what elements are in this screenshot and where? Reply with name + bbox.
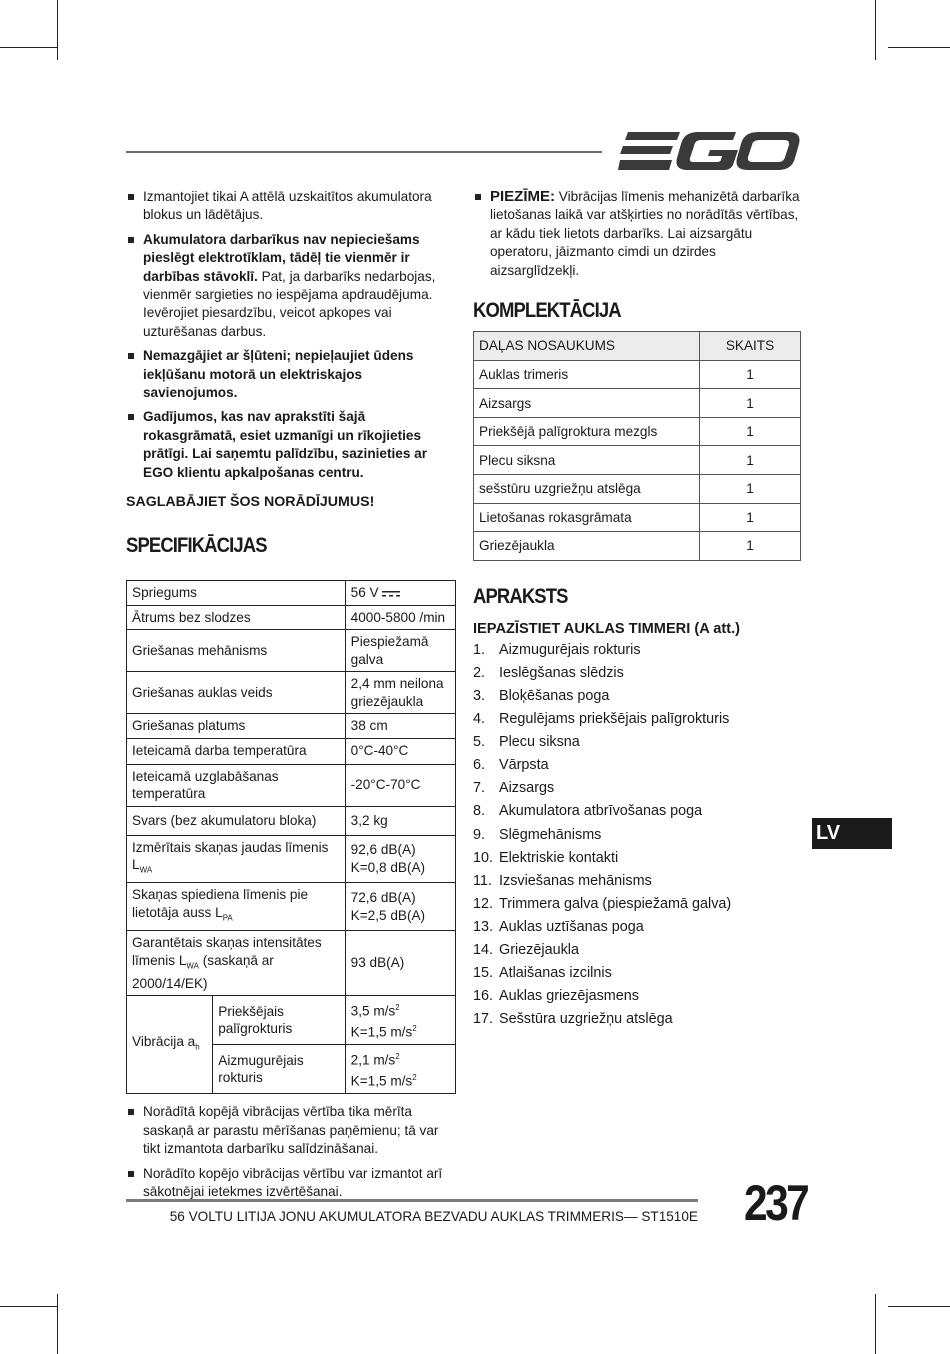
spec-label: Skaņas spiediena līmenis pie lietotāja auss $L_{PA}$ bbox=[127, 883, 346, 931]
crop-mark bbox=[57, 0, 58, 60]
spec-label: Griešanas mehānisms bbox=[127, 630, 346, 672]
spec-value: 56 V bbox=[345, 581, 455, 606]
part-qty: 1 bbox=[700, 446, 801, 475]
list-item bbox=[126, 347, 456, 402]
table-row bbox=[474, 389, 801, 418]
part-name: Auklas trimeris bbox=[474, 360, 700, 389]
table-header-row bbox=[474, 332, 801, 361]
part-qty: 1 bbox=[700, 389, 801, 418]
spec-value: 4000-5800 /min bbox=[345, 605, 455, 630]
spec-label: Ieteicamā darba temperatūra bbox=[127, 738, 346, 764]
column-header: SKAITS bbox=[700, 332, 801, 361]
spec-label: Svars (bez akumulatoru bloka) bbox=[127, 806, 346, 835]
spec-label: Spriegums bbox=[127, 581, 346, 606]
table-row bbox=[127, 931, 456, 996]
spec-value: Piespiežamā galva bbox=[345, 630, 455, 672]
list-item: 13. Auklas uztīšanas poga bbox=[473, 918, 644, 935]
list-item: 11. Izsviešanas mehānisms bbox=[473, 872, 652, 889]
spec-value: 93 dB(A) bbox=[345, 931, 455, 996]
spec-value: 2,1 $m/s^2$ K=1,5 $m/s^2$ bbox=[345, 1045, 455, 1094]
list-item: 14. Griezējaukla bbox=[473, 942, 579, 958]
list-item: 8. Akumulatora atbrīvošanas poga bbox=[473, 803, 703, 820]
spec-sublabel: Priekšējais palīgrokturis bbox=[213, 996, 345, 1045]
footer-title: 56 VOLTU LITIJA JONU AKUMULATORA BEZVADU AUKLAS TRIMMERIS— ST1510E bbox=[169, 1209, 698, 1224]
part-qty: 1 bbox=[700, 417, 801, 446]
table-row bbox=[127, 996, 456, 1045]
crop-mark bbox=[888, 47, 950, 48]
spec-label: Ātrums bez slodzes bbox=[127, 605, 346, 630]
vibration-notes bbox=[126, 1103, 456, 1201]
list-item: 4. Regulējams priekšējais palīgrokturis bbox=[473, 711, 730, 728]
column-header: DAĻAS NOSAUKUMS bbox=[474, 332, 700, 361]
list-item: 1. Aizmugurējais rokturis bbox=[473, 641, 641, 658]
crop-mark bbox=[875, 0, 876, 60]
note-text: Vibrācijas līmenis mehanizētā darbarīka lietošanas laikā var atšķirties no norādītās vērtības, ar kādu tiek lietots darbarīks. Lai aizsargātu operatoru, jāizmanto cimdi un dzirdes aizsarglīdzekļi. bbox=[490, 189, 800, 278]
table-row bbox=[127, 883, 456, 931]
part-name: Aizsargs bbox=[474, 389, 700, 418]
description-subheading: IEPAZĪSTIET AUKLAS TIMMERI (A att.) bbox=[473, 620, 740, 637]
bullet-text: Izmantojiet tikai A attēlā uzskaitītos akumulatora blokus un lādētājus. bbox=[143, 189, 432, 223]
list-item bbox=[126, 408, 456, 482]
spec-value: 0°C-40°C bbox=[345, 738, 455, 764]
list-item: 15. Atlaišanas izcilnis bbox=[473, 965, 612, 982]
spec-value: -20°C-70°C bbox=[345, 764, 455, 806]
spec-value: 38 cm bbox=[345, 714, 455, 739]
crop-mark bbox=[57, 1294, 58, 1354]
table-row bbox=[474, 446, 801, 475]
list-item bbox=[473, 188, 801, 280]
spec-label: Griešanas platums bbox=[127, 714, 346, 739]
list-item: 9. Slēgmehānisms bbox=[473, 826, 602, 843]
table-row bbox=[127, 630, 456, 672]
part-name: Plecu siksna bbox=[474, 446, 700, 475]
ego-logo bbox=[618, 130, 800, 172]
crop-mark bbox=[875, 1294, 876, 1354]
kit-table bbox=[473, 331, 801, 561]
spec-value: 92,6 dB(A) K=0,8 dB(A) bbox=[345, 835, 455, 883]
specifications-heading: SPECIFIKĀCIJAS bbox=[126, 534, 267, 558]
list-item bbox=[126, 188, 456, 225]
spec-label: Ieteicamā uzglabāšanas temperatūra bbox=[127, 764, 346, 806]
list-item: 3. Bloķēšanas poga bbox=[473, 687, 610, 704]
kit-heading: KOMPLEKTĀCIJA bbox=[473, 299, 621, 323]
spec-value: 3,5 $m/s^2$ K=1,5 $m/s^2$ bbox=[345, 996, 455, 1045]
dc-symbol-icon bbox=[382, 590, 400, 598]
part-name: Lietošanas rokasgrāmata bbox=[474, 503, 700, 532]
spec-value: 2,4 mm neilona griezējaukla bbox=[345, 672, 455, 714]
right-column bbox=[473, 188, 801, 1031]
crop-mark bbox=[0, 1306, 57, 1307]
table-row bbox=[127, 764, 456, 806]
note-label: PIEZĪME: bbox=[490, 188, 556, 205]
part-name: sešstūru uzgriežņu atslēga bbox=[474, 475, 700, 504]
list-item: 5. Plecu siksna bbox=[473, 734, 580, 751]
part-qty: 1 bbox=[700, 475, 801, 504]
vibration-note bbox=[473, 188, 801, 280]
part-qty: 1 bbox=[700, 532, 801, 561]
page-number: 237 bbox=[744, 1175, 808, 1231]
list-item bbox=[126, 1103, 456, 1158]
list-item: 17. Sešstūra uzgriežņu atslēga bbox=[473, 1011, 673, 1028]
list-item: 10. Elektriskie kontakti bbox=[473, 849, 619, 866]
save-instructions-notice: SAGLABĀJIET ŠOS NORĀDĪJUMUS! bbox=[126, 494, 375, 511]
spec-label: Izmērītais skaņas jaudas līmenis $L_{WA}$ bbox=[127, 835, 346, 883]
table-row bbox=[474, 360, 801, 389]
spec-label: Vibrācija $a_h$ bbox=[127, 996, 213, 1094]
list-item: 12. Trimmera galva (piespiežamā galva) bbox=[473, 895, 732, 912]
part-qty: 1 bbox=[700, 360, 801, 389]
table-row bbox=[474, 475, 801, 504]
note-text: Norādīto kopējo vibrācijas vērtību var izmantot arī sākotnējai ietekmes izvērtēšanai. bbox=[143, 1165, 443, 1199]
bullet-text: Pat, ja darbarīks nedarbojas, vienmēr sargieties no iespējama apdraudējuma. Ievērojiet piesardzību, veicot apkopes vai uzturēšanas darbus. bbox=[143, 268, 436, 339]
list-item: 7. Aizsargs bbox=[473, 780, 555, 797]
header-rule bbox=[126, 151, 602, 153]
footer-rule bbox=[126, 1199, 698, 1202]
table-row bbox=[127, 605, 456, 630]
table-row bbox=[127, 714, 456, 739]
note-text: Norādītā kopējā vibrācijas vērtība tika mērīta saskaņā ar parastu mērīšanas paņēmienu; tā var tikt izmantota darbarīku salīdzināšanai. bbox=[143, 1104, 439, 1157]
list-item: 6. Vārpsta bbox=[473, 757, 549, 774]
table-row bbox=[127, 738, 456, 764]
table-row bbox=[474, 532, 801, 561]
list-item: 16. Auklas griezējasmens bbox=[473, 988, 639, 1005]
list-item bbox=[126, 1165, 456, 1202]
part-name: Priekšējā palīgroktura mezgls bbox=[474, 417, 700, 446]
table-row bbox=[474, 417, 801, 446]
crop-mark bbox=[888, 1306, 950, 1307]
language-tab: LV bbox=[812, 818, 892, 849]
parts-list bbox=[473, 639, 801, 1032]
left-column bbox=[126, 188, 456, 1207]
description-heading: APRAKSTS bbox=[473, 584, 568, 608]
list-item: 2. Ieslēgšanas slēdzis bbox=[473, 664, 624, 681]
bullet-bold-text: Gadījumos, kas nav aprakstīti šajā rokasgrāmatā, esiet uzmanīgi un rīkojieties prātīgi. Lai saņemtu palīdzību, sazinieties ar EGO klientu apkalpošanas centru. bbox=[143, 409, 428, 480]
bullet-bold-text: Akumulatora darbarīkus nav nepieciešams pieslēgt elektrotīklam, tādēļ tie vienmēr ir darbības stāvoklī. bbox=[143, 231, 420, 284]
crop-mark bbox=[0, 47, 57, 48]
bullet-bold-text: Nemazgājiet ar šļūteni; nepieļaujiet ūdens iekļūšanu motorā un elektriskajos savienojumos. bbox=[143, 348, 414, 401]
table-row bbox=[127, 806, 456, 835]
list-item bbox=[126, 231, 456, 341]
spec-sublabel: Aizmugurējais rokturis bbox=[213, 1045, 345, 1094]
table-row bbox=[474, 503, 801, 532]
specifications-table bbox=[126, 580, 456, 1094]
part-qty: 1 bbox=[700, 503, 801, 532]
safety-bullets bbox=[126, 188, 456, 482]
spec-value: 72,6 dB(A) K=2,5 dB(A) bbox=[345, 883, 455, 931]
spec-label: Garantētais skaņas intensitātes līmenis $L_{WA}$ (saskaņā ar 2000/14/EK) bbox=[127, 931, 346, 996]
spec-label: Griešanas auklas veids bbox=[127, 672, 346, 714]
table-row bbox=[127, 581, 456, 606]
table-row bbox=[127, 835, 456, 883]
table-row bbox=[127, 672, 456, 714]
part-name: Griezējaukla bbox=[474, 532, 700, 561]
spec-value: 3,2 kg bbox=[345, 806, 455, 835]
